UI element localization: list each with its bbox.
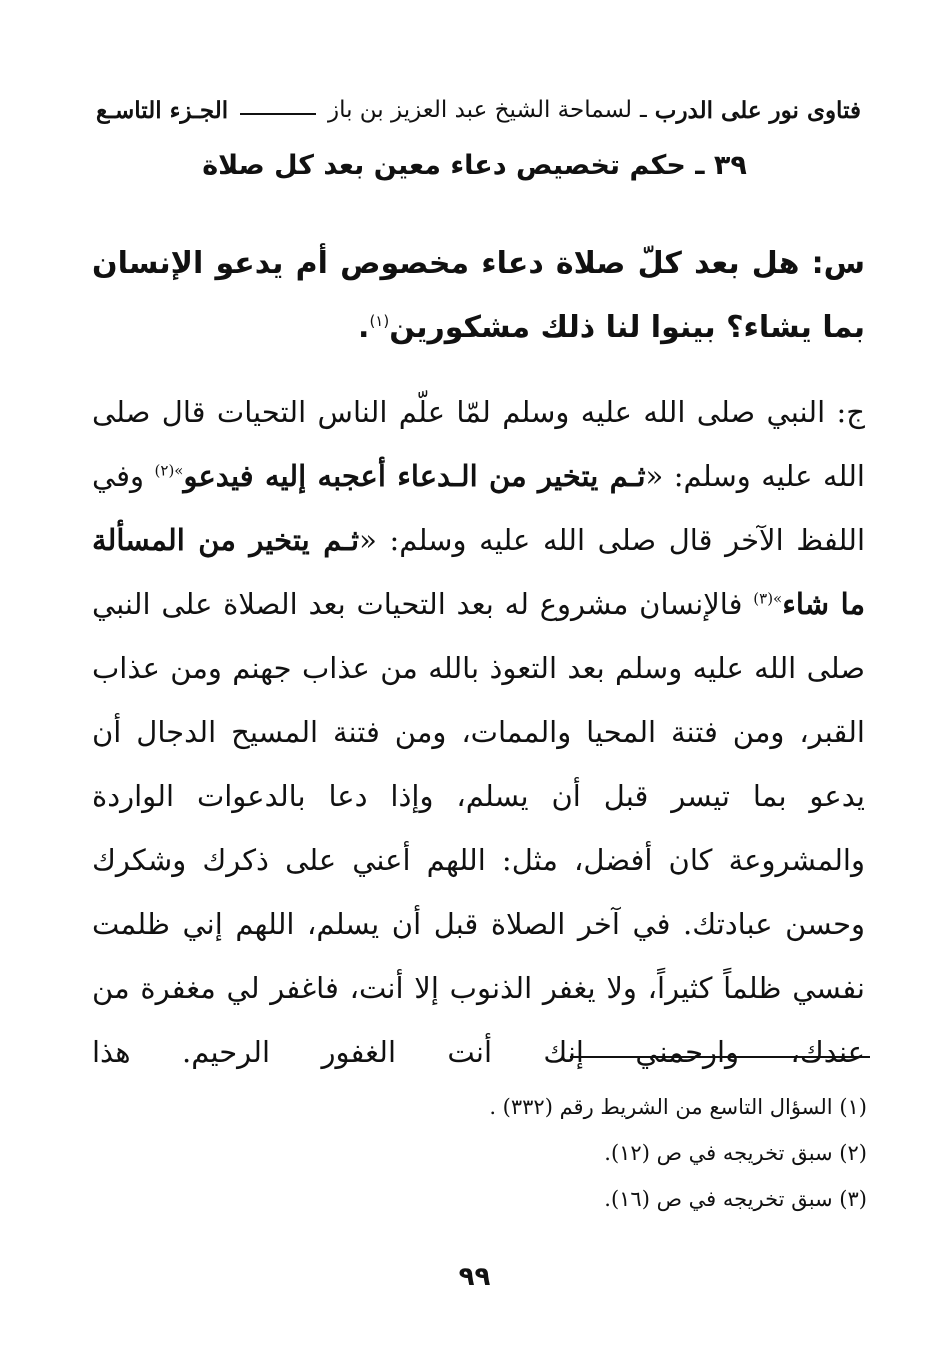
running-header bbox=[96, 92, 861, 128]
header-rule bbox=[240, 113, 316, 115]
footnote-2: (٢) سبق تخريجه في ص (١٢). bbox=[604, 1141, 867, 1165]
footnote-ref-1: (١) bbox=[369, 312, 390, 330]
footnote-1: (١) السؤال التاسع من الشريط رقم (٣٣٢) . bbox=[489, 1095, 867, 1119]
footnote-3: (٣) سبق تخريجه في ص (١٦). bbox=[604, 1187, 867, 1211]
page-number: ٩٩ bbox=[458, 1262, 491, 1292]
chapter-title: ٣٩ ـ حكم تخصيص دعاء معين بعد كل صلاة bbox=[202, 150, 747, 181]
author-name: لسماحة الشيخ عبد العزيز بن باز bbox=[327, 97, 633, 123]
question-paragraph bbox=[92, 232, 865, 360]
header-separator: ـ bbox=[640, 97, 647, 123]
footnotes bbox=[92, 1084, 867, 1222]
footnote-rule bbox=[570, 1056, 870, 1058]
part-label: الجـزء التاسـع bbox=[96, 96, 229, 124]
answer-paragraph bbox=[92, 380, 865, 1084]
footnote-ref-3: »(٣) bbox=[753, 589, 783, 608]
question-end: . bbox=[358, 310, 370, 345]
answer-part-3: فالإنسان مشروع له بعد التحيات بعد الصلاة على النبي صلى الله عليه وسلم بعد التعوذ بالله من عذاب جهنم ومن عذاب القبر، ومن فتنة المحيا والممات، ومن فتنة المسيح الدجال أن يدعو بما تيسر قبل أن يسلم، وإذا دعا بالدعوات الواردة والمشروعة كان أفضل، مثل: اللهم أعني على ذكرك وشكرك وحسن عبادتك. في آخر الصلاة قبل أن يسلم، اللهم إني ظلمت نفسي ظلماً كثيراً، ولا يغفر الذنوب إلا أنت، فاغفر لي مغفرة من عندك، وارحمني إنك أنت الغفور الرحيم. هذا bbox=[92, 587, 866, 1069]
footnote-ref-2: »(٢) bbox=[154, 461, 184, 480]
book-title: فتاوى نور على الدرب bbox=[654, 96, 861, 124]
hadith-quote-1: ثـم يتخير من الـدعاء أعجبه إليه فيدعو bbox=[183, 459, 646, 493]
question-text: س: هل بعد كلّ صلاة دعاء مخصوص أم يدعو الإنسان بما يشاء؟ بينوا لنا ذلك مشكورين bbox=[92, 246, 865, 345]
hadith-quote-2: ثـم يتخير من المسألة ما شاء bbox=[92, 523, 865, 621]
answer-part-2: وفي اللفظ الآخر قال صلى الله عليه وسلم: « bbox=[92, 459, 865, 557]
answer-part-1: ج: النبي صلى الله عليه وسلم لمّا علّم الناس التحيات قال صلى الله عليه وسلم: « bbox=[92, 395, 865, 493]
